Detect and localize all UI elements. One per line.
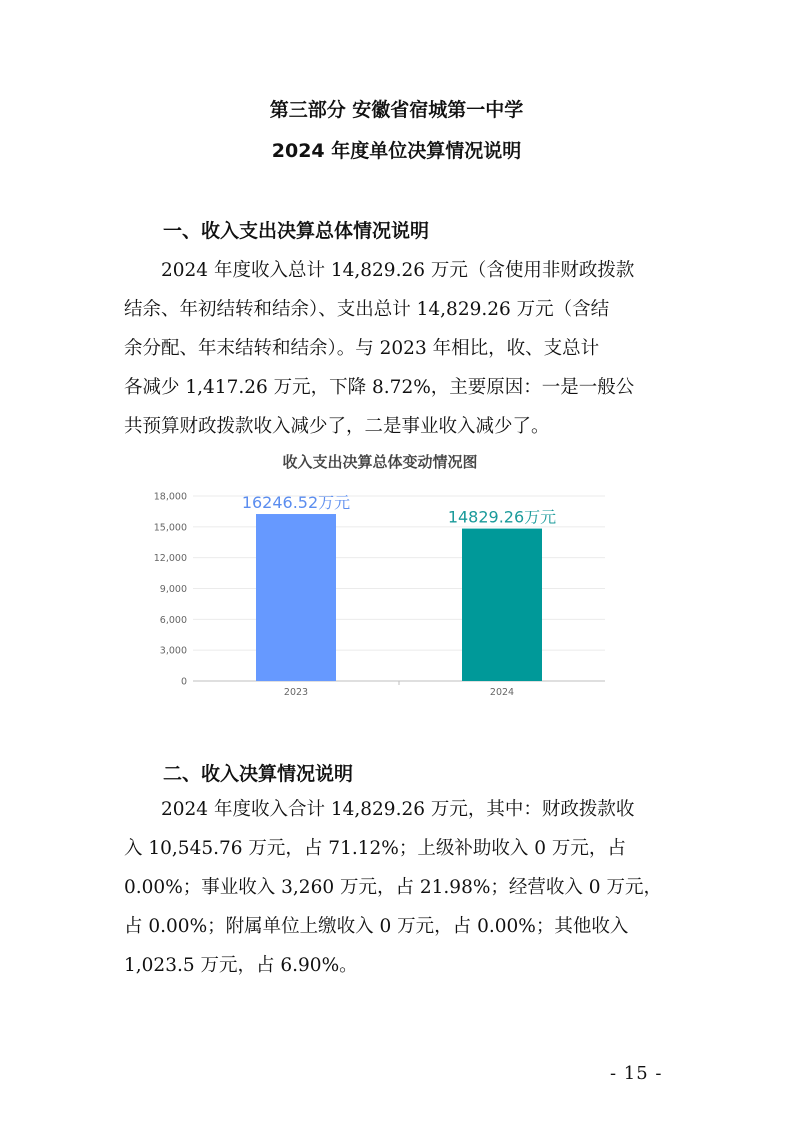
x-tick-label: 2023	[283, 687, 309, 698]
y-tick-label: 18,000	[153, 491, 187, 503]
section1-heading: 一、收入支出决算总体情况说明	[163, 220, 430, 242]
paragraph-line: 余分配、年末结转和结余）。与 2023 年相比，收、支总计	[124, 338, 600, 359]
section1-paragraph	[124, 251, 684, 446]
paragraph-line: 共预算财政拨款收入减少了，二是事业收入减少了。	[124, 416, 550, 437]
bar-chart-svg	[145, 448, 615, 698]
paragraph-line: 1,023.5 万元，占 6.90%。	[124, 955, 358, 976]
bar-2023	[256, 514, 336, 681]
section2-paragraph	[124, 790, 684, 985]
y-tick-label: 6,000	[159, 614, 187, 626]
y-tick-label: 0	[180, 676, 187, 688]
y-tick-label: 9,000	[159, 584, 187, 595]
bar-data-label: 16246.52万元	[241, 493, 351, 513]
page-title-line1: 第三部分 安徽省宿城第一中学	[269, 99, 524, 121]
x-tick-label: 2024	[489, 687, 515, 698]
paragraph-line: 各减少 1,417.26 万元，下降 8.72%，主要原因：一是一般公	[124, 377, 635, 398]
paragraph-line: 入 10,545.76 万元，占 71.12%；上级补助收入 0 万元，占	[124, 838, 626, 859]
bar-data-label: 14829.26万元	[447, 507, 557, 527]
paragraph-line: 占 0.00%；附属单位上缴收入 0 万元，占 0.00%；其他收入	[124, 916, 629, 937]
bar-2024	[462, 529, 542, 681]
section2-heading: 二、收入决算情况说明	[163, 763, 354, 785]
paragraph-line: 结余、年初结转和结余）、支出总计 14,829.26 万元（含结	[124, 299, 610, 320]
y-tick-label: 15,000	[153, 522, 187, 534]
y-tick-label: 12,000	[153, 553, 187, 565]
page-title-line2: 2024 年度单位决算情况说明	[271, 140, 522, 162]
page-number: - 15 -	[610, 1063, 663, 1084]
paragraph-line: 2024 年度收入总计 14,829.26 万元（含使用非财政拨款	[161, 260, 635, 281]
paragraph-line: 0.00%；事业收入 3,260 万元，占 21.98%；经营收入 0 万元，	[124, 877, 662, 898]
bar-chart	[145, 448, 615, 698]
chart-title: 收入支出决算总体变动情况图	[282, 453, 478, 471]
paragraph-line: 2024 年度收入合计 14,829.26 万元，其中：财政拨款收	[161, 799, 635, 820]
y-tick-label: 3,000	[159, 645, 187, 657]
